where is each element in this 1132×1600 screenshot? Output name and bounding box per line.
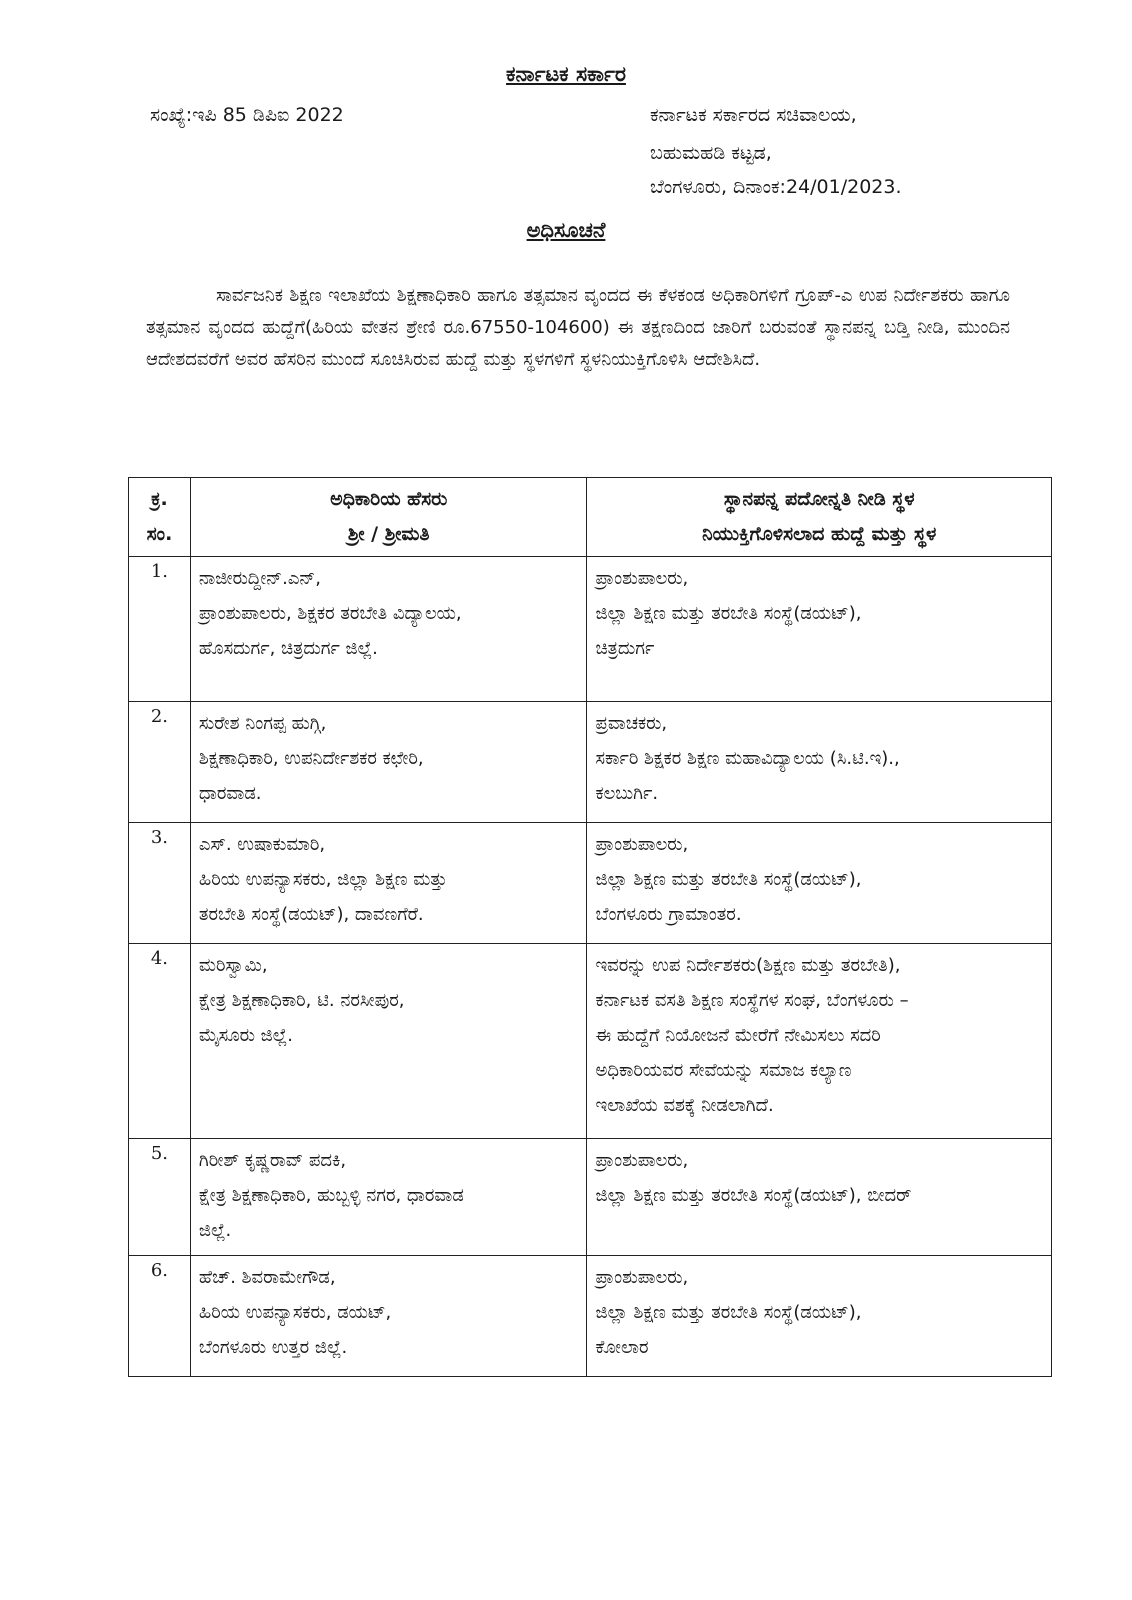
reference-number: ಸಂಖ್ಯೆ:ಇಪಿ 85 ಡಿಪಿಐ 2022 xyxy=(150,104,344,126)
posting-line: ಚಿತ್ರದುರ್ಗ xyxy=(595,638,655,659)
serial-number: 1. xyxy=(129,557,191,702)
officer-cell xyxy=(190,944,587,1139)
address-line-3: ಬೆಂಗಳೂರು, ದಿನಾಂಕ:24/01/2023. xyxy=(650,176,902,198)
table-row xyxy=(129,1139,1052,1256)
posting-line: ಪ್ರಾಂಶುಪಾಲರು, xyxy=(595,1150,689,1171)
officer-line: ಎಸ್. ಉಷಾಕುಮಾರಿ, xyxy=(198,834,326,855)
posting-line: ಬೆಂಗಳೂರು ಗ್ರಾಮಾಂತರ. xyxy=(595,904,742,925)
serial-number: 3. xyxy=(129,823,191,944)
posting-cell xyxy=(587,944,1052,1139)
officer-cell xyxy=(190,702,587,823)
posting-line: ಇಲಾಖೆಯ ವಶಕ್ಕೆ ನೀಡಲಾಗಿದೆ. xyxy=(595,1095,774,1116)
posting-line: ಕೋಲಾರ xyxy=(595,1337,649,1358)
officer-cell xyxy=(190,1139,587,1256)
posting-line: ಜಿಲ್ಲಾ ಶಿಕ್ಷಣ ಮತ್ತು ತರಬೇತಿ ಸಂಸ್ಥೆ(ಡಯಟ್), xyxy=(595,1302,862,1323)
posting-table xyxy=(128,477,1052,1377)
notification-heading: ಅಧಿಸೂಚನೆ xyxy=(526,218,606,242)
officer-line: ಹಿರಿಯ ಉಪನ್ಯಾಸಕರು, ಡಯಟ್, xyxy=(198,1302,392,1323)
serial-number: 5. xyxy=(129,1139,191,1256)
officer-line: ಕ್ಷೇತ್ರ ಶಿಕ್ಷಣಾಧಿಕಾರಿ, ಹುಬ್ಬಳ್ಳಿ ನಗರ, ಧಾರವಾಡ xyxy=(198,1185,464,1206)
officer-line: ಸುರೇಶ ನಿಂಗಪ್ಪ ಹುಗ್ಗಿ, xyxy=(198,713,327,734)
government-title: ಕರ್ನಾಟಕ ಸರ್ಕಾರ xyxy=(506,62,626,86)
table-header-row xyxy=(129,478,1052,557)
posting-line: ಸರ್ಕಾರಿ ಶಿಕ್ಷಕರ ಶಿಕ್ಷಣ ಮಹಾವಿದ್ಯಾಲಯ (ಸಿ.ಟಿ.ಇ)., xyxy=(595,748,900,769)
header-posting-line-1: ಸ್ಥಾನಪನ್ನ ಪದೋನ್ನತಿ ನೀಡಿ ಸ್ಥಳ xyxy=(723,488,915,510)
officer-cell xyxy=(190,557,587,702)
address-line-1: ಕರ್ನಾಟಕ ಸರ್ಕಾರದ ಸಚಿವಾಲಯ, xyxy=(650,104,857,126)
posting-line: ಅಧಿಕಾರಿಯವರ ಸೇವೆಯನ್ನು ಸಮಾಜ ಕಲ್ಯಾಣ xyxy=(595,1060,852,1081)
address-line-2: ಬಹುಮಹಡಿ ಕಟ್ಟಡ, xyxy=(650,142,772,164)
posting-line: ಪ್ರಾಂಶುಪಾಲರು, xyxy=(595,834,689,855)
posting-cell xyxy=(587,702,1052,823)
officer-line: ಮೈಸೂರು ಜಿಲ್ಲೆ. xyxy=(198,1025,293,1046)
officer-line: ಮರಿಸ್ವಾಮಿ, xyxy=(198,955,268,976)
posting-line: ಕರ್ನಾಟಕ ವಸತಿ ಶಿಕ್ಷಣ ಸಂಸ್ಥೆಗಳ ಸಂಘ, ಬೆಂಗಳೂರು – xyxy=(595,990,909,1011)
officer-line: ತರಬೇತಿ ಸಂಸ್ಥೆ(ಡಯಟ್), ದಾವಣಗೆರೆ. xyxy=(198,904,424,925)
officer-line: ಜಿಲ್ಲೆ. xyxy=(198,1220,232,1241)
posting-line: ಪ್ರಾಂಶುಪಾಲರು, xyxy=(595,568,689,589)
posting-cell xyxy=(587,1256,1052,1377)
header-posting xyxy=(587,478,1052,557)
table-row xyxy=(129,557,1052,702)
officer-cell xyxy=(190,1256,587,1377)
officer-line: ಬೆಂಗಳೂರು ಉತ್ತರ ಜಿಲ್ಲೆ. xyxy=(198,1337,348,1358)
table-row xyxy=(129,823,1052,944)
posting-line: ಜಿಲ್ಲಾ ಶಿಕ್ಷಣ ಮತ್ತು ತರಬೇತಿ ಸಂಸ್ಥೆ(ಡಯಟ್), xyxy=(595,603,862,624)
serial-number: 6. xyxy=(129,1256,191,1377)
header-officer-name xyxy=(190,478,587,557)
posting-line: ಈ ಹುದ್ದೆಗೆ ನಿಯೋಜನೆ ಮೇರೆಗೆ ನೇಮಿಸಲು ಸದರಿ xyxy=(595,1025,881,1046)
serial-number: 4. xyxy=(129,944,191,1139)
table-row xyxy=(129,702,1052,823)
officer-line: ಹೊಸದುರ್ಗ, ಚಿತ್ರದುರ್ಗ ಜಿಲ್ಲೆ. xyxy=(198,638,378,659)
officer-line: ಧಾರವಾಡ. xyxy=(198,783,262,804)
posting-cell xyxy=(587,1139,1052,1256)
header-serial-line-1: ಕ್ರ. xyxy=(151,488,168,510)
officer-line: ಪ್ರಾಂಶುಪಾಲರು, ಶಿಕ್ಷಕರ ತರಬೇತಿ ವಿದ್ಯಾಲಯ, xyxy=(198,603,462,624)
posting-line: ಪ್ರವಾಚಕರು, xyxy=(595,713,668,734)
notification-body xyxy=(146,280,1010,376)
posting-cell xyxy=(587,823,1052,944)
table-row xyxy=(129,944,1052,1139)
officer-cell xyxy=(190,823,587,944)
header-serial-number xyxy=(129,478,191,557)
notification-body-text: ಸಾರ್ವಜನಿಕ ಶಿಕ್ಷಣ ಇಲಾಖೆಯ ಶಿಕ್ಷಣಾಧಿಕಾರಿ ಹಾಗೂ ತತ್ಸಮಾನ ವೃಂದದ ಈ ಕೆಳಕಂಡ ಅಧಿಕಾರಿಗಳಿಗೆ ಗ್ರೂಪ್-ಎ ಉಪ ನಿರ್ದೇಶಕರು ಹಾಗೂ ತತ್ಸಮಾನ ವೃಂದದ ಹುದ್ದೆಗೆ(ಹಿರಿಯ ವೇತನ ಶ್ರೇಣಿ ರೂ.67550-104600) ಈ ತಕ್ಷಣದಿಂದ ಜಾರಿಗೆ ಬರುವಂತೆ ಸ್ಥಾನಪನ್ನ ಬಡ್ತಿ ನೀಡಿ, ಮುಂದಿನ ಆದೇಶದವರೆಗೆ ಅವರ ಹೆಸರಿನ ಮುಂದೆ ಸೂಚಿಸಿರುವ ಹುದ್ದೆ ಮತ್ತು ಸ್ಥಳಗಳಿಗೆ ಸ್ಥಳನಿಯುಕ್ತಿಗೊಳಿಸಿ ಆದೇಶಿಸಿದೆ. xyxy=(146,285,1010,370)
header-name-line-2: ಶ್ರೀ / ಶ್ರೀಮತಿ xyxy=(347,523,430,545)
posting-line: ಜಿಲ್ಲಾ ಶಿಕ್ಷಣ ಮತ್ತು ತರಬೇತಿ ಸಂಸ್ಥೆ(ಡಯಟ್), xyxy=(595,869,862,890)
officer-line: ಗಿರೀಶ್ ಕೃಷ್ಣರಾವ್ ಪದಕಿ, xyxy=(198,1150,347,1171)
header-name-line-1: ಅಧಿಕಾರಿಯ ಹೆಸರು xyxy=(330,488,448,510)
table-row xyxy=(129,1256,1052,1377)
officer-line: ನಾಜೀರುದ್ದೀನ್.ಎನ್, xyxy=(198,568,321,589)
header-posting-line-2: ನಿಯುಕ್ತಿಗೊಳಿಸಲಾದ ಹುದ್ದೆ ಮತ್ತು ಸ್ಥಳ xyxy=(702,523,937,545)
officer-line: ಹಿರಿಯ ಉಪನ್ಯಾಸಕರು, ಜಿಲ್ಲಾ ಶಿಕ್ಷಣ ಮತ್ತು xyxy=(198,869,448,890)
posting-line: ಪ್ರಾಂಶುಪಾಲರು, xyxy=(595,1267,689,1288)
posting-line: ಇವರನ್ನು ಉಪ ನಿರ್ದೇಶಕರು(ಶಿಕ್ಷಣ ಮತ್ತು ತರಬೇತಿ), xyxy=(595,955,901,976)
officer-line: ಕ್ಷೇತ್ರ ಶಿಕ್ಷಣಾಧಿಕಾರಿ, ಟಿ. ನರಸೀಪುರ, xyxy=(198,990,405,1011)
posting-cell xyxy=(587,557,1052,702)
officer-line: ಹೆಚ್. ಶಿವರಾಮೇಗೌಡ, xyxy=(198,1267,336,1288)
serial-number: 2. xyxy=(129,702,191,823)
posting-line: ಜಿಲ್ಲಾ ಶಿಕ್ಷಣ ಮತ್ತು ತರಬೇತಿ ಸಂಸ್ಥೆ(ಡಯಟ್), ಬೀದರ್ xyxy=(595,1185,912,1206)
officer-line: ಶಿಕ್ಷಣಾಧಿಕಾರಿ, ಉಪನಿರ್ದೇಶಕರ ಕಛೇರಿ, xyxy=(198,748,424,769)
header-serial-line-2: ಸಂ. xyxy=(146,523,173,545)
posting-line: ಕಲಬುರ್ಗಿ. xyxy=(595,783,659,804)
